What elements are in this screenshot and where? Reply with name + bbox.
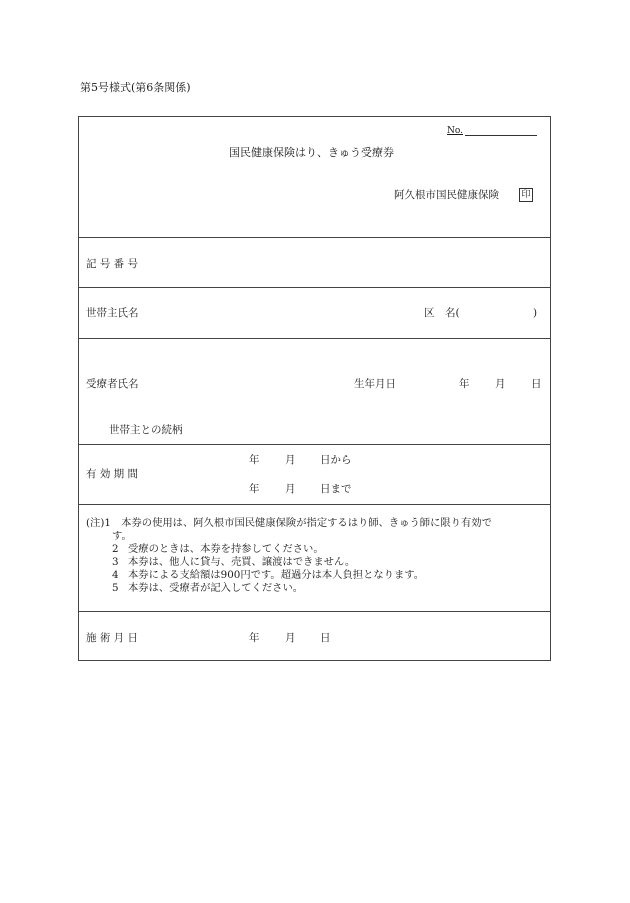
head-of-household-label: 世帯主氏名 [86,307,139,319]
divider [79,338,550,339]
birth-month-unit: 月 [495,378,506,390]
divider [79,504,550,505]
relationship-label: 世帯主との続柄 [109,424,183,436]
form-reference: 第5号様式(第6条関係) [80,81,191,94]
note-item [86,569,492,582]
from-year-unit: 年 [249,454,260,466]
note-item [86,556,492,569]
note-number: 2 [112,543,119,555]
notes-section [86,517,492,595]
from-day-label: 日から [320,454,352,466]
treatment-date-label: 施 術 月 日 [86,632,139,644]
number-label: No. [447,126,463,136]
voucher-frame [78,116,551,661]
note-line-1-cont: す。 [112,530,132,542]
note-item [86,582,492,595]
until-month-unit: 月 [285,483,296,495]
birth-year-unit: 年 [459,378,470,390]
note-text: 本券は、受療者が記入してください。 [128,582,304,594]
from-month-unit: 月 [285,454,296,466]
divider [79,287,550,288]
document-title: 国民健康保険はり、きゅう受療券 [229,146,394,159]
issuer-name: 阿久根市国民健康保険 [394,189,499,201]
ward-name-label: 区 名( [424,307,460,319]
until-year-unit: 年 [249,483,260,495]
note-number: 5 [112,582,119,594]
note-text: 本券による支給額は900円です。超過分は本人負担となります。 [128,569,425,581]
seal-stamp [519,188,533,202]
note-number: 3 [112,556,119,568]
note-line-1: (注)1 本券の使用は、阿久根市国民健康保険が指定するはり師、きゅう師に限り有効で [86,517,492,529]
divider [79,444,550,445]
note-text: 受療のときは、本券を持参してください。 [128,543,324,555]
divider [79,611,550,612]
symbol-number-label: 記 号 番 号 [86,258,139,270]
note-item [86,543,492,556]
treatment-day-unit: 日 [320,632,331,644]
divider [79,237,550,238]
number-field[interactable] [447,126,537,136]
treatment-year-unit: 年 [249,632,260,644]
validity-period-label: 有 効 期 間 [86,468,139,480]
note-number: 4 [112,569,119,581]
ward-name-close: ) [533,307,538,319]
patient-name-label: 受療者氏名 [86,378,139,390]
treatment-month-unit: 月 [285,632,296,644]
until-day-label: 日まで [320,483,352,495]
seal-label: 印 [521,189,531,200]
birth-day-unit: 日 [531,378,542,390]
number-line [465,135,537,136]
note-text: 本券は、他人に貸与、売買、譲渡はできません。 [128,556,356,568]
birth-date-label: 生年月日 [354,378,396,390]
